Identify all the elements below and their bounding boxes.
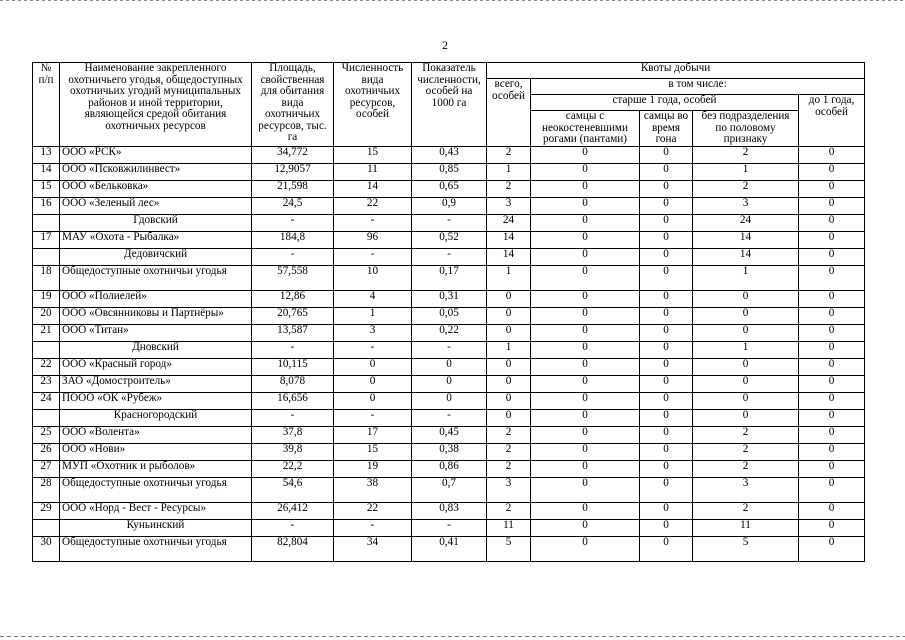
cell-area: 57,558 [252, 265, 334, 290]
cell-under-one: 0 [799, 477, 865, 502]
cell-population: - [334, 341, 412, 358]
cell-under-one: 0 [799, 443, 865, 460]
header-males-antlers: самцы с неокостеневшими рогами (пантами) [531, 111, 640, 147]
cell-males-antlers: 0 [531, 519, 640, 536]
cell-population: 34 [334, 536, 412, 561]
table-row [33, 392, 865, 409]
cell-num: 16 [33, 197, 60, 214]
cell-males-rut: 0 [640, 392, 693, 409]
cell-population: - [334, 519, 412, 536]
cell-num: 21 [33, 324, 60, 341]
cell-males-antlers: 0 [531, 324, 640, 341]
cell-population: 0 [334, 375, 412, 392]
cell-population: 0 [334, 392, 412, 409]
cell-males-antlers: 0 [531, 307, 640, 324]
district-row [33, 409, 865, 426]
cell-num: 23 [33, 375, 60, 392]
cell-total: 0 [487, 290, 531, 307]
cell-density: 0,17 [412, 265, 487, 290]
cell-density: 0,83 [412, 502, 487, 519]
cell-density: 0,7 [412, 477, 487, 502]
cell-males-antlers: 0 [531, 265, 640, 290]
cell-under-one: 0 [799, 290, 865, 307]
cell-males-antlers: 0 [531, 231, 640, 248]
cell-name: ООО «Зеленый лес» [60, 197, 252, 214]
cell-total: 2 [487, 502, 531, 519]
table-row [33, 536, 865, 561]
cell-under-one: 0 [799, 341, 865, 358]
cell-name: ООО «Овсянниковы и Партнёры» [60, 307, 252, 324]
cell-no-sex: 5 [693, 536, 799, 561]
page-number: 2 [442, 38, 448, 52]
table-row [33, 163, 865, 180]
cell-num: 17 [33, 231, 60, 248]
cell-total: 14 [487, 248, 531, 265]
cell-population: 22 [334, 197, 412, 214]
district-row [33, 341, 865, 358]
cell-total: 14 [487, 231, 531, 248]
cell-density: 0,05 [412, 307, 487, 324]
cell-under-one: 0 [799, 265, 865, 290]
cell-no-sex: 1 [693, 265, 799, 290]
table-row [33, 460, 865, 477]
cell-name: Общедоступные охотничьи угодья [60, 265, 252, 290]
cell-population: 96 [334, 231, 412, 248]
cell-males-antlers: 0 [531, 409, 640, 426]
cell-density: 0,38 [412, 443, 487, 460]
cell-name: ООО «Норд - Вест - Ресурсы» [60, 502, 252, 519]
cell-num: 22 [33, 358, 60, 375]
cell-no-sex: 0 [693, 324, 799, 341]
cell-males-antlers: 0 [531, 443, 640, 460]
table-row [33, 290, 865, 307]
table-row [33, 197, 865, 214]
cell-name: Общедоступные охотничьи угодья [60, 477, 252, 502]
header-area: Площадь, свойственная для обитания вида охотничьих ресурсов, тыс. га [252, 63, 334, 147]
cell-males-rut: 0 [640, 460, 693, 477]
cell-population: 0 [334, 358, 412, 375]
cell-males-rut: 0 [640, 197, 693, 214]
cell-name: Гдовский [60, 214, 252, 231]
table-row [33, 443, 865, 460]
cell-population: 11 [334, 163, 412, 180]
cell-area: - [252, 248, 334, 265]
cell-total: 2 [487, 443, 531, 460]
header-density: Показатель численности, особей на 1000 га [412, 63, 487, 147]
cell-total: 0 [487, 324, 531, 341]
cell-males-antlers: 0 [531, 197, 640, 214]
cell-males-rut: 0 [640, 358, 693, 375]
cell-no-sex: 14 [693, 248, 799, 265]
cell-total: 1 [487, 341, 531, 358]
cell-males-rut: 0 [640, 443, 693, 460]
cell-males-rut: 0 [640, 502, 693, 519]
cell-name: ООО «Псковжилинвест» [60, 163, 252, 180]
cell-under-one: 0 [799, 214, 865, 231]
cell-area: 21,598 [252, 180, 334, 197]
cell-males-rut: 0 [640, 409, 693, 426]
cell-density: 0,43 [412, 146, 487, 163]
cell-males-rut: 0 [640, 163, 693, 180]
cell-density: 0,9 [412, 197, 487, 214]
cell-under-one: 0 [799, 197, 865, 214]
cell-population: 17 [334, 426, 412, 443]
cell-population: 10 [334, 265, 412, 290]
cell-num: 14 [33, 163, 60, 180]
cell-area: 39,8 [252, 443, 334, 460]
cell-num: 28 [33, 477, 60, 502]
cell-under-one: 0 [799, 248, 865, 265]
cell-males-rut: 0 [640, 290, 693, 307]
district-row [33, 248, 865, 265]
cell-total: 0 [487, 375, 531, 392]
cell-no-sex: 3 [693, 477, 799, 502]
cell-area: 34,772 [252, 146, 334, 163]
cell-no-sex: 2 [693, 180, 799, 197]
hunting-quota-table [32, 62, 865, 562]
cell-name: Дновский [60, 341, 252, 358]
cell-males-rut: 0 [640, 265, 693, 290]
cell-num: 15 [33, 180, 60, 197]
scan-edge-bottom [0, 636, 905, 637]
cell-males-rut: 0 [640, 180, 693, 197]
cell-area: 12,9057 [252, 163, 334, 180]
table-row [33, 180, 865, 197]
cell-under-one: 0 [799, 146, 865, 163]
table-row [33, 231, 865, 248]
cell-males-rut: 0 [640, 214, 693, 231]
cell-area: 22,2 [252, 460, 334, 477]
cell-males-rut: 0 [640, 324, 693, 341]
cell-num: 24 [33, 392, 60, 409]
cell-males-antlers: 0 [531, 214, 640, 231]
cell-area: - [252, 409, 334, 426]
cell-under-one: 0 [799, 375, 865, 392]
cell-males-rut: 0 [640, 231, 693, 248]
cell-no-sex: 24 [693, 214, 799, 231]
cell-no-sex: 2 [693, 443, 799, 460]
cell-no-sex: 1 [693, 163, 799, 180]
cell-males-antlers: 0 [531, 146, 640, 163]
cell-population: - [334, 214, 412, 231]
table-row [33, 146, 865, 163]
table-row [33, 307, 865, 324]
cell-population: - [334, 409, 412, 426]
cell-name: МАУ «Охота - Рыбалка» [60, 231, 252, 248]
cell-density: - [412, 409, 487, 426]
cell-no-sex: 0 [693, 392, 799, 409]
cell-males-antlers: 0 [531, 392, 640, 409]
cell-under-one: 0 [799, 324, 865, 341]
cell-name: ООО «Титан» [60, 324, 252, 341]
cell-males-antlers: 0 [531, 502, 640, 519]
cell-no-sex: 2 [693, 426, 799, 443]
cell-num: 20 [33, 307, 60, 324]
cell-total: 5 [487, 536, 531, 561]
cell-name: ООО «Волента» [60, 426, 252, 443]
table-body [33, 146, 865, 561]
cell-no-sex: 0 [693, 409, 799, 426]
cell-population: 1 [334, 307, 412, 324]
cell-num [33, 248, 60, 265]
table-row [33, 477, 865, 502]
cell-density: 0 [412, 358, 487, 375]
cell-name: Красногородский [60, 409, 252, 426]
cell-area: 13,587 [252, 324, 334, 341]
cell-no-sex: 0 [693, 307, 799, 324]
cell-area: 10,115 [252, 358, 334, 375]
cell-no-sex: 2 [693, 146, 799, 163]
cell-total: 2 [487, 146, 531, 163]
table-row [33, 358, 865, 375]
cell-population: 14 [334, 180, 412, 197]
cell-total: 0 [487, 392, 531, 409]
cell-males-rut: 0 [640, 426, 693, 443]
cell-area: 184,8 [252, 231, 334, 248]
cell-males-antlers: 0 [531, 536, 640, 561]
cell-density: 0,86 [412, 460, 487, 477]
scan-edge-top [0, 0, 905, 1]
cell-under-one: 0 [799, 536, 865, 561]
cell-area: 82,804 [252, 536, 334, 561]
cell-num: 26 [33, 443, 60, 460]
cell-num [33, 519, 60, 536]
cell-under-one: 0 [799, 307, 865, 324]
cell-total: 3 [487, 477, 531, 502]
cell-males-rut: 0 [640, 375, 693, 392]
cell-num: 19 [33, 290, 60, 307]
cell-total: 3 [487, 197, 531, 214]
cell-males-antlers: 0 [531, 163, 640, 180]
cell-no-sex: 1 [693, 341, 799, 358]
cell-total: 1 [487, 265, 531, 290]
cell-under-one: 0 [799, 426, 865, 443]
cell-no-sex: 0 [693, 358, 799, 375]
cell-no-sex: 14 [693, 231, 799, 248]
cell-population: 38 [334, 477, 412, 502]
cell-no-sex: 3 [693, 197, 799, 214]
cell-area: 12,86 [252, 290, 334, 307]
cell-males-antlers: 0 [531, 248, 640, 265]
cell-population: 3 [334, 324, 412, 341]
header-total: всего, особей [487, 79, 531, 147]
cell-males-antlers: 0 [531, 477, 640, 502]
cell-males-antlers: 0 [531, 375, 640, 392]
cell-density: - [412, 519, 487, 536]
cell-num: 30 [33, 536, 60, 561]
header-quota: Квоты добычи [487, 63, 865, 79]
cell-under-one: 0 [799, 180, 865, 197]
cell-population: 22 [334, 502, 412, 519]
cell-num: 25 [33, 426, 60, 443]
cell-name: ООО «Красный город» [60, 358, 252, 375]
table-row [33, 324, 865, 341]
cell-name: ООО «Полиелей» [60, 290, 252, 307]
cell-density: 0,31 [412, 290, 487, 307]
header-no-sex: без подразделения по половому признаку [693, 111, 799, 147]
cell-total: 0 [487, 409, 531, 426]
cell-no-sex: 2 [693, 502, 799, 519]
district-row [33, 214, 865, 231]
cell-num [33, 409, 60, 426]
cell-under-one: 0 [799, 502, 865, 519]
header-males-rut: самцы во время гона [640, 111, 693, 147]
cell-name: ООО «РСК» [60, 146, 252, 163]
table-row [33, 502, 865, 519]
cell-num: 29 [33, 502, 60, 519]
cell-area: 24,5 [252, 197, 334, 214]
cell-area: 16,656 [252, 392, 334, 409]
cell-name: Общедоступные охотничьи угодья [60, 536, 252, 561]
header-name: Наименование закрепленного охотничьего угодья, общедоступных охотничьих угодий муниципальных районов и иной территории, являющейся средой обитания охотничьих ресурсов [60, 63, 252, 147]
cell-males-rut: 0 [640, 341, 693, 358]
cell-total: 2 [487, 180, 531, 197]
cell-population: 4 [334, 290, 412, 307]
cell-males-rut: 0 [640, 519, 693, 536]
cell-name: Куньинский [60, 519, 252, 536]
cell-density: - [412, 341, 487, 358]
cell-density: - [412, 248, 487, 265]
cell-area: 54,6 [252, 477, 334, 502]
cell-num: 13 [33, 146, 60, 163]
table-row [33, 426, 865, 443]
cell-name: ООО «Нови» [60, 443, 252, 460]
cell-area: 20,765 [252, 307, 334, 324]
cell-num: 27 [33, 460, 60, 477]
cell-name: ООО «Бельковка» [60, 180, 252, 197]
cell-name: ПООО «ОК «Рубеж» [60, 392, 252, 409]
cell-total: 2 [487, 460, 531, 477]
cell-density: 0 [412, 392, 487, 409]
cell-num [33, 214, 60, 231]
header-under-one: до 1 года, особей [799, 95, 865, 147]
cell-density: 0,85 [412, 163, 487, 180]
district-row [33, 519, 865, 536]
cell-density: - [412, 214, 487, 231]
cell-under-one: 0 [799, 163, 865, 180]
header-num: № п/п [33, 63, 60, 147]
cell-males-rut: 0 [640, 248, 693, 265]
cell-density: 0,22 [412, 324, 487, 341]
cell-name: Дедовичский [60, 248, 252, 265]
cell-total: 0 [487, 358, 531, 375]
cell-under-one: 0 [799, 392, 865, 409]
header-older: старше 1 года, особей [531, 95, 799, 111]
cell-area: - [252, 519, 334, 536]
cell-males-antlers: 0 [531, 290, 640, 307]
cell-males-antlers: 0 [531, 426, 640, 443]
cell-under-one: 0 [799, 358, 865, 375]
cell-males-antlers: 0 [531, 358, 640, 375]
cell-total: 0 [487, 307, 531, 324]
cell-density: 0,41 [412, 536, 487, 561]
cell-name: ЗАО «Домостроитель» [60, 375, 252, 392]
cell-population: - [334, 248, 412, 265]
cell-under-one: 0 [799, 409, 865, 426]
cell-area: 8,078 [252, 375, 334, 392]
cell-area: - [252, 341, 334, 358]
cell-num: 18 [33, 265, 60, 290]
cell-males-antlers: 0 [531, 460, 640, 477]
cell-num [33, 341, 60, 358]
cell-males-rut: 0 [640, 536, 693, 561]
cell-population: 19 [334, 460, 412, 477]
header-population: Численность вида охотничьих ресурсов, особей [334, 63, 412, 147]
cell-under-one: 0 [799, 460, 865, 477]
cell-no-sex: 2 [693, 460, 799, 477]
header-including: в том числе: [531, 79, 865, 95]
cell-no-sex: 0 [693, 290, 799, 307]
table-row [33, 265, 865, 290]
cell-total: 24 [487, 214, 531, 231]
cell-males-antlers: 0 [531, 341, 640, 358]
cell-males-antlers: 0 [531, 180, 640, 197]
cell-population: 15 [334, 146, 412, 163]
cell-density: 0,65 [412, 180, 487, 197]
cell-area: 37,8 [252, 426, 334, 443]
cell-density: 0 [412, 375, 487, 392]
cell-total: 2 [487, 426, 531, 443]
cell-total: 1 [487, 163, 531, 180]
cell-density: 0,45 [412, 426, 487, 443]
table-row [33, 375, 865, 392]
cell-males-rut: 0 [640, 307, 693, 324]
cell-under-one: 0 [799, 519, 865, 536]
cell-males-rut: 0 [640, 146, 693, 163]
cell-total: 11 [487, 519, 531, 536]
cell-area: 26,412 [252, 502, 334, 519]
cell-population: 15 [334, 443, 412, 460]
cell-no-sex: 0 [693, 375, 799, 392]
cell-area: - [252, 214, 334, 231]
cell-males-rut: 0 [640, 477, 693, 502]
cell-under-one: 0 [799, 231, 865, 248]
cell-name: МУП «Охотник и рыболов» [60, 460, 252, 477]
cell-density: 0,52 [412, 231, 487, 248]
cell-no-sex: 11 [693, 519, 799, 536]
